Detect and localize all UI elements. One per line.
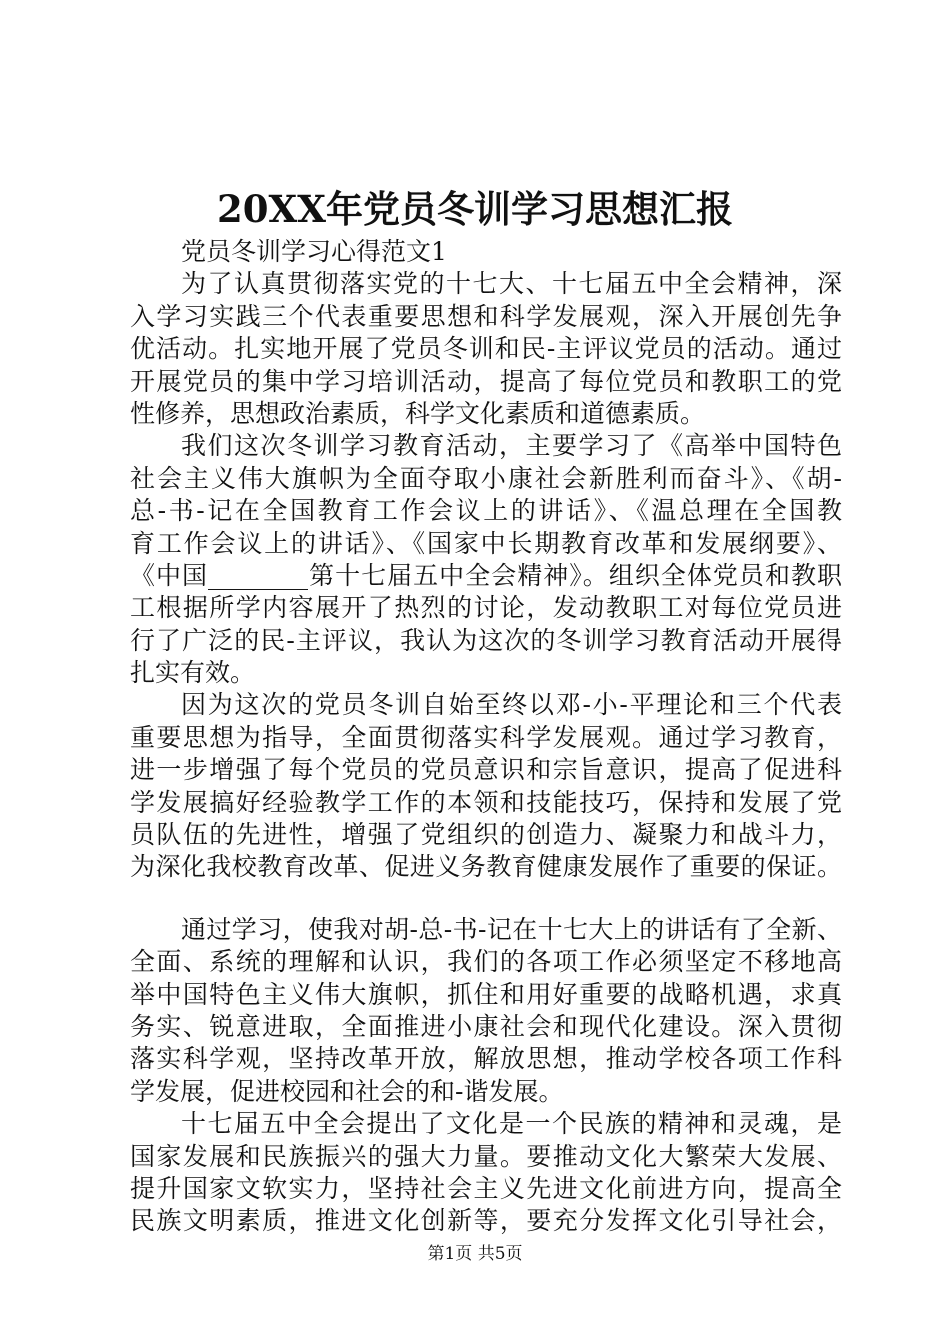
paragraph-line: 性修养，思想政治素质，科学文化素质和道德素质。 (130, 398, 706, 428)
paragraph-line: 优活动。扎实地开展了党员冬训和民-主评议党员的活动。通过 (130, 334, 842, 364)
paragraph-line: 工根据所学内容展开了热烈的讨论，发动教职工对每位党员进 (130, 593, 842, 623)
blank-line (130, 884, 842, 914)
paragraph-line: 育工作会议上的讲话》、《国家中长期教育改革和发展纲要》、 (130, 528, 842, 558)
paragraph-line: 国家发展和民族振兴的强大力量。要推动文化大繁荣大发展、 (130, 1141, 842, 1171)
paragraph-line: 举中国特色主义伟大旗帜，抓住和用好重要的战略机遇，求真 (130, 979, 842, 1009)
paragraph-line: 落实科学观，坚持改革开放，解放思想，推动学校各项工作科 (130, 1044, 842, 1074)
paragraph-line: 通过学习，使我对胡-总-书-记在十七大上的讲话有了全新、 (181, 914, 842, 944)
paragraph-line: 十七届五中全会提出了文化是一个民族的精神和灵魂，是 (181, 1109, 842, 1139)
paragraph-line: 《中国________第十七届五中全会精神》。组织全体党员和教职 (130, 560, 842, 590)
paragraph-line: 重要思想为指导，全面贯彻落实科学发展观。通过学习教育， (130, 722, 842, 752)
paragraph-line: 员队伍的先进性，增强了党组织的创造力、凝聚力和战斗力， (130, 820, 842, 850)
paragraph-line: 为深化我校教育改革、促进义务教育健康发展作了重要的保证。 (130, 852, 842, 882)
document-title: 20XX年党员冬训学习思想汇报 (217, 187, 733, 231)
paragraph-line: 社会主义伟大旗帜为全面夺取小康社会新胜利而奋斗》、《胡- (130, 463, 842, 493)
paragraph-line: 进一步增强了每个党员的党员意识和宗旨意识，提高了促进科 (130, 755, 842, 785)
paragraph-line: 入学习实践三个代表重要思想和科学发展观，深入开展创先争 (130, 301, 842, 331)
section-heading: 党员冬训学习心得范文1 (181, 237, 447, 266)
paragraph-line: 为了认真贯彻落实党的十七大、十七届五中全会精神，深 (181, 269, 842, 299)
paragraph-line: 学发展搞好经验教学工作的本领和技能技巧，保持和发展了党 (130, 787, 842, 817)
paragraph-line: 全面、系统的理解和认识，我们的各项工作必须坚定不移地高 (130, 947, 842, 977)
paragraph-line: 扎实有效。 (130, 658, 256, 688)
document-body (130, 236, 842, 1238)
paragraph-line: 学发展，促进校园和社会的和-谐发展。 (130, 1076, 564, 1106)
paragraph-line: 务实、锐意进取，全面推进小康社会和现代化建设。深入贯彻 (130, 1011, 842, 1041)
paragraph-line: 因为这次的党员冬训自始至终以邓-小-平理论和三个代表 (181, 690, 842, 720)
paragraph-line: 提升国家文软实力，坚持社会主义先进文化前进方向，提高全 (130, 1173, 842, 1203)
paragraph-line: 我们这次冬训学习教育活动，主要学习了《高举中国特色 (181, 431, 842, 461)
paragraph-line: 民族文明素质，推进文化创新等，要充分发挥文化引导社会， (130, 1206, 842, 1236)
paragraph-line: 总-书-记在全国教育工作会议上的讲话》、《温总理在全国教 (130, 496, 842, 526)
page-footer: 第1页 共5页 (427, 1244, 523, 1264)
paragraph-line: 行了广泛的民-主评议，我认为这次的冬训学习教育活动开展得 (130, 625, 842, 655)
paragraph-line: 开展党员的集中学习培训活动，提高了每位党员和教职工的党 (130, 366, 842, 396)
